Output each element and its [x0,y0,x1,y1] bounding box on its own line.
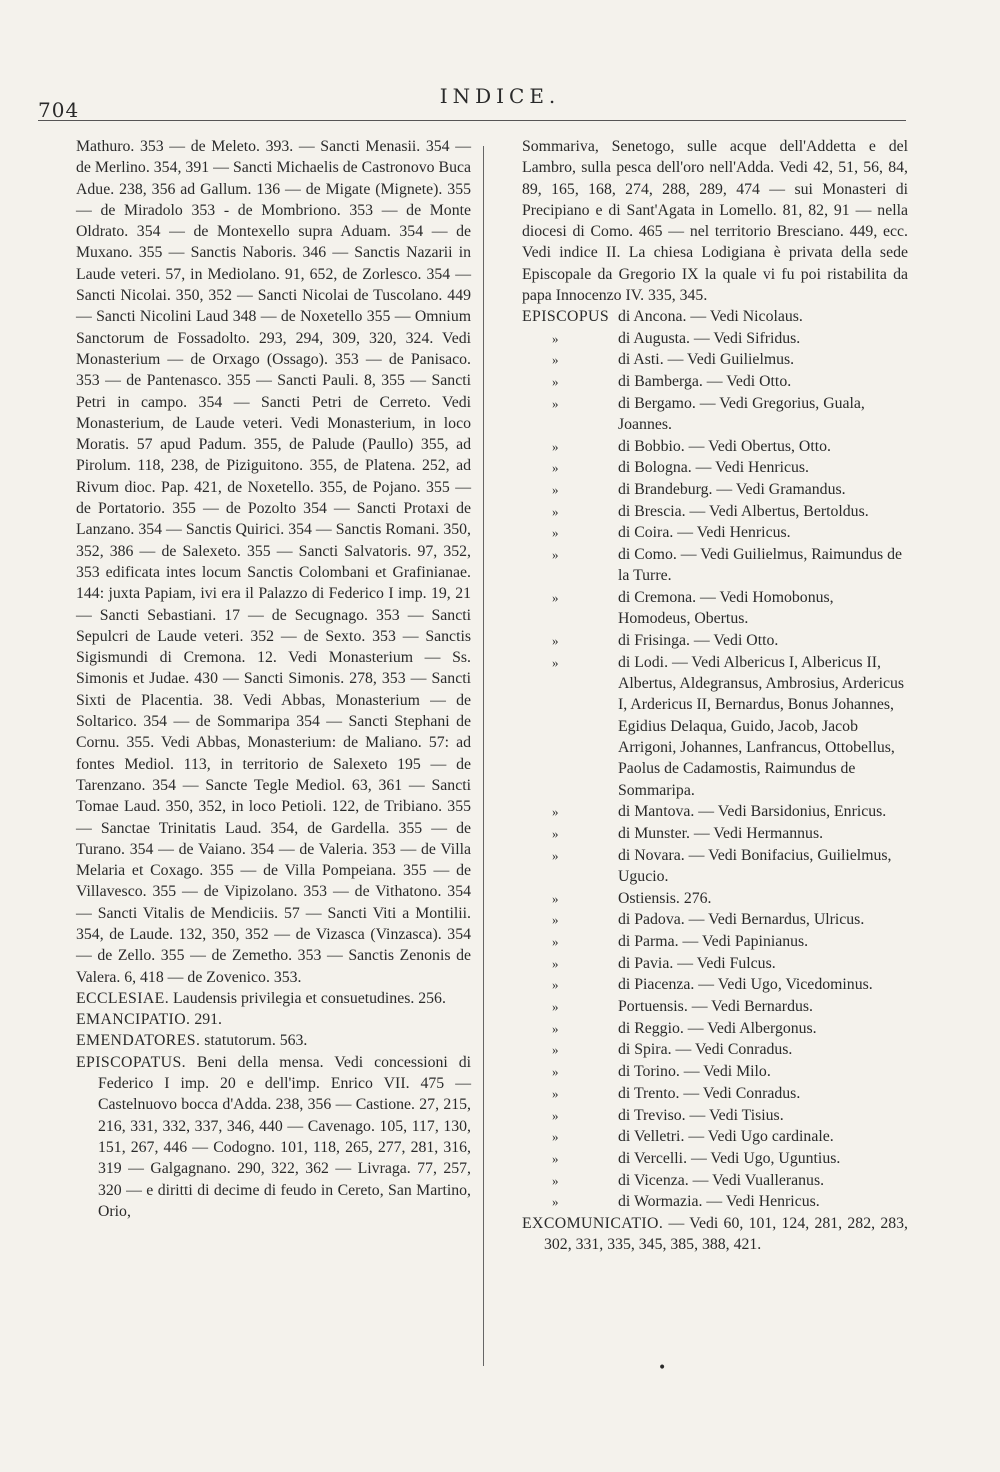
ditto-mark: » [552,460,559,476]
episcopus-item [522,587,908,630]
episcopus-item-text: di Coira. — Vedi Henricus. [618,524,791,542]
episcopus-item-text: di Pavia. — Vedi Fulcus. [618,954,776,972]
episcopus-item-text: di Mantova. — Vedi Barsidonius, Enricus. [618,803,887,821]
episcopus-item-text: di Wormazia. — Vedi Henricus. [618,1193,820,1211]
episcopus-item [522,501,908,522]
episcopus-item [522,652,908,801]
ditto-mark: » [552,999,559,1015]
ditto-mark: » [552,890,559,906]
episcopus-item-text: Ostiensis. 276. [618,889,712,907]
episcopus-item [522,522,908,543]
end-mark: • [658,1360,667,1376]
episcopus-item-text: di Reggio. — Vedi Albergonus. [618,1019,817,1037]
entry-text: di Ancona. — Vedi Nicolaus. [618,308,803,326]
episcopus-item-text: di Brescia. — Vedi Albertus, Bertoldus. [618,502,869,520]
ditto-mark: » [552,804,559,820]
ditto-mark: » [552,330,559,346]
episcopus-item [522,888,908,909]
ditto-mark: » [552,374,559,390]
ditto-mark: » [552,977,559,993]
ditto-mark: » [552,1129,559,1145]
episcopus-item-text: di Munster. — Vedi Hermannus. [618,824,824,842]
ditto-mark: » [552,438,559,454]
episcopus-item-text: di Frisinga. — Vedi Otto. [618,632,779,650]
episcopus-item-text: di Bamberga. — Vedi Otto. [618,373,792,391]
ditto-mark: » [552,934,559,950]
ditto-mark: » [552,1042,559,1058]
episcopus-item [522,1061,908,1082]
episcopus-item-text: di Padova. — Vedi Bernardus, Ulricus. [618,911,865,929]
page-number: 704 [38,98,80,122]
episcopus-item [522,974,908,995]
ditto-mark: » [552,503,559,519]
ditto-mark: » [552,847,559,863]
entry-head: EXCOMUNICATIO. [522,1214,664,1232]
ditto-mark: » [552,1064,559,1080]
column-divider [483,146,484,1366]
ditto-mark: » [552,912,559,928]
episcopus-item [522,436,908,457]
index-entry-episcopus [522,306,908,327]
episcopus-item [522,1105,908,1126]
ditto-mark: » [552,1150,559,1166]
episcopus-item-text: di Treviso. — Vedi Tisius. [618,1106,784,1124]
header-rule [38,120,906,121]
left-column [76,136,471,1222]
episcopus-item [522,1148,908,1169]
episcopus-item-text: di Novara. — Vedi Bonifacius, Guilielmus, Ugucio. [618,846,892,885]
index-entry-emancipatio [76,1009,471,1030]
index-entry-episcopatus [76,1052,471,1222]
entry-text: Beni della mensa. Vedi concessioni di Federico I imp. 20 e dell'imp. Enrico VII. 475 — Castelnuovo bocca d'Adda. 238, 356 — Castione. 27, 215, 216, 331, 332, 337, 346, 440 — Cavenago. 105, 117, 130, 151, 267, 446 — Codogno. 101, 118, 265, 277, 281, 316, 319 — Galgagnano. 290, 322, 362 — Livraga. 77, 257, 320 — e diritti di decime di feudo in Cereto, San Martino, Orio, [98,1053,471,1220]
episcopus-item [522,801,908,822]
episcopus-item [522,996,908,1017]
ditto-mark: » [552,590,559,606]
index-entry-ecclesiae [76,988,471,1009]
entry-text: 291. [194,1011,222,1029]
episcopus-item-text: di Brandeburg. — Vedi Gramandus. [618,481,846,499]
episcopus-item [522,479,908,500]
entry-text: Laudensis privilegia et consuetudines. 256. [173,989,446,1007]
ditto-mark: » [552,547,559,563]
ditto-mark: » [552,1194,559,1210]
entry-text: — Vedi 60, 101, 124, 281, 282, 283, 302, 331, 335, 345, 385, 388, 421. [544,1214,908,1254]
ditto-mark: » [552,1107,559,1123]
episcopus-item-text: di Parma. — Vedi Papinianus. [618,933,809,951]
episcopus-sublist [522,328,908,1213]
episcopus-item-text: di Torino. — Vedi Milo. [618,1063,771,1081]
right-column [522,136,908,1256]
entry-head: EPISCOPUS [522,308,610,326]
ditto-mark: » [552,633,559,649]
episcopus-item-text: di Cremona. — Vedi Homobonus, Homodeus, Obertus. [618,589,834,628]
episcopus-item [522,630,908,651]
episcopus-item [522,544,908,587]
episcopus-item-text: di Lodi. — Vedi Albericus I, Albericus II, Albertus, Aldegransus, Ambrosius, Ardericus I, Ardericus II, Bernardus, Bonus Johannes, Egidius Delaqua, Guido, Jacob, Jacob Arrigoni, Johannes, Lanfrancus, Ottobellus, Paolus de Cadamostis, Raimundus de Sommaripa. [618,653,905,799]
index-entry-excomunicatio [522,1213,908,1256]
episcopus-item [522,1126,908,1147]
episcopus-item-text: di Bologna. — Vedi Henricus. [618,459,810,477]
episcopus-item-text: di Velletri. — Vedi Ugo cardinale. [618,1128,834,1146]
episcopus-item [522,1170,908,1191]
episcopus-item [522,1039,908,1060]
episcopus-item-text: di Trento. — Vedi Conradus. [618,1084,801,1102]
episcopus-item [522,845,908,888]
entry-text: statutorum. 563. [204,1032,308,1050]
entry-head: EPISCOPATUS. [76,1053,187,1071]
episcopus-item [522,931,908,952]
episcopus-item [522,393,908,436]
episcopus-item-text: Portuensis. — Vedi Bernardus. [618,998,813,1016]
episcopus-item-text: di Vicenza. — Vedi Vualleranus. [618,1171,825,1189]
episcopus-item [522,1018,908,1039]
ditto-mark: » [552,352,559,368]
ditto-mark: » [552,1172,559,1188]
continuation-text: Sommariva, Senetogo, sulle acque dell'Addetta e del Lambro, sulla pesca dell'oro nell'Adda. Vedi 42, 51, 56, 84, 89, 165, 168, 274, 288, 289, 474 — sui Monasteri di Precipiano e di Sant'Agata in Lomello. 81, 82, 91 — nella diocesi di Como. 465 — nel territorio Bresciano. 449, ecc. Vedi indice II. La chiesa Lodigiana è privata della sede Episcopale da Gregorio IX la quale vi fu poi ristabilita da papa Innocenzo IV. 335, 345. [522,138,908,305]
ditto-mark: » [552,1085,559,1101]
episcopus-item [522,909,908,930]
index-entry-emendatores [76,1030,471,1051]
episcopus-item-text: di Piacenza. — Vedi Ugo, Vicedominus. [618,976,873,994]
episcopus-item [522,457,908,478]
episcopus-item [522,328,908,349]
episcopus-item [522,371,908,392]
episcopus-item [522,349,908,370]
episcopus-item [522,1083,908,1104]
episcopus-item [522,1191,908,1212]
episcopus-item-text: di Vercelli. — Vedi Ugo, Uguntius. [618,1149,841,1167]
running-head: INDICE. [439,84,561,108]
entry-head: EMANCIPATIO. [76,1011,191,1029]
ditto-mark: » [552,525,559,541]
entry-head: EMENDATORES. [76,1032,201,1050]
ditto-mark: » [552,955,559,971]
ditto-mark: » [552,395,559,411]
ditto-mark: » [552,825,559,841]
ditto-mark: » [552,1020,559,1036]
episcopus-item [522,823,908,844]
entry-head: ECCLESIAE. [76,989,170,1007]
episcopus-item-text: di Augusta. — Vedi Sifridus. [618,329,801,347]
episcopus-item [522,953,908,974]
episcopus-item-text: di Asti. — Vedi Guilielmus. [618,351,795,369]
episcopus-item-text: di Spira. — Vedi Conradus. [618,1041,793,1059]
episcopus-item-text: di Bobbio. — Vedi Obertus, Otto. [618,437,831,455]
ditto-mark: » [552,482,559,498]
episcopus-item-text: di Bergamo. — Vedi Gregorius, Guala, Joannes. [618,394,865,434]
ditto-mark: » [552,654,559,670]
episcopus-item-text: di Como. — Vedi Guilielmus, Raimundus de la Turre. [618,546,903,585]
continuation-text: Mathuro. 353 — de Meleto. 393. — Sancti Menasii. 354 — de Merlino. 354, 391 — Sancti Michaelis de Castronovo Buca Adue. 238, 356 ad Gallum. 136 — de Migate (Mignete). 355 — de Miradolo 353 - de Mombriono. 353 — de Monte Oldrato. 354 — de Montexello supra Aduam. 354 — de Muxano. 355 — Sanctis Naboris. 346 — Sanctis Nazarii in Laude veteri. 57, in Mediolano. 91, 652, de Zorlesco. 354 — Sancti Nicolai. 350, 352 — Sancti Nicolai de Tuscolano. 449 — Sancti Nicolini Laud 348 — de Noxetello 355 — Omnium Sanctorum de Fossadolto. 293, 294, 309, 320, 324. Vedi Monasterium — de Orxago (Ossago). 353 — de Panisaco. 353 — de Pantenasco. 355 — Sancti Pauli. 8, 355 — Sancti Petri in campo. 354 — Sancti Petri de Cerreto. Vedi Monasterium, de Laude veteri. Vedi Monasterium, in loco Moratis. 57 apud Padum. 355, de Palude (Paullo) 355, ad Pirolum. 118, 238, de Piziguitono. 355, de Platena. 252, ad Rivum dioc. Pap. 421, de Noxetello. 355, de Pojano. 355 — de Portatorio. 355 — de Pozolto 354 — Sancti Protaxi de Lanzano. 354 — Sanctis Quirici. 354 — Sanctis Romani. 350, 352, 386 — de Salexeto. 355 — Sancti Salvatoris. 97, 352, 353 edificata intes locum Sanctis Colombani et Grafinianae. 144: juxta Papiam, ivi era il Palazzo di Federico I imp. 19, 21 — Sancti Sebastiani. 17 — de Secugnago. 353 — Sancti Sepulcri de Laude veteri. 352 — de Sexto. 353 — Sanctis Sigismundi di Cremona. 12. Vedi Monasterium — Ss. Simonis et Judae. 430 — Sancti Simonis. 278, 353 — Sancti Sixti de Placentia. 38. Vedi Abbas, Monasterium — de Soltarico. 354 — de Sommaripa 354 — Sancti Stephani de Cornu. 355. Vedi Abbas, Monasterium: de Maliano. 57: ad fontes Mediol. 113, in territorio de Salexeto 195 — de Tarenzano. 354 — Sancte Tegle Mediol. 63, 361 — Sancti Tomae Laud. 350, 352, in loco Petioli. 122, de Tribiano. 355 — Sanctae Trinitatis Laud. 354, de Gardella. 355 — de Turano. 354 — de Vaiano. 354 — de Valeria. 353 — de Villa Melaria et Coxago. 355 — de Villa Pompeiana. 355 — de Villavesco. 355 — de Vipizolano. 353 — de Vithatono. 354 — Sancti Vitalis de Mendiciis. 57 — Sancti Viti a Montilii. 354, de Laude. 132, 350, 352 — de Vizasca (Vinzasca). 354 — de Zello. 355 — de Zemetho. 353 — Sanctis Zenonis de Valera. 6, 418 — de Zovenico. 353. [76,138,471,986]
